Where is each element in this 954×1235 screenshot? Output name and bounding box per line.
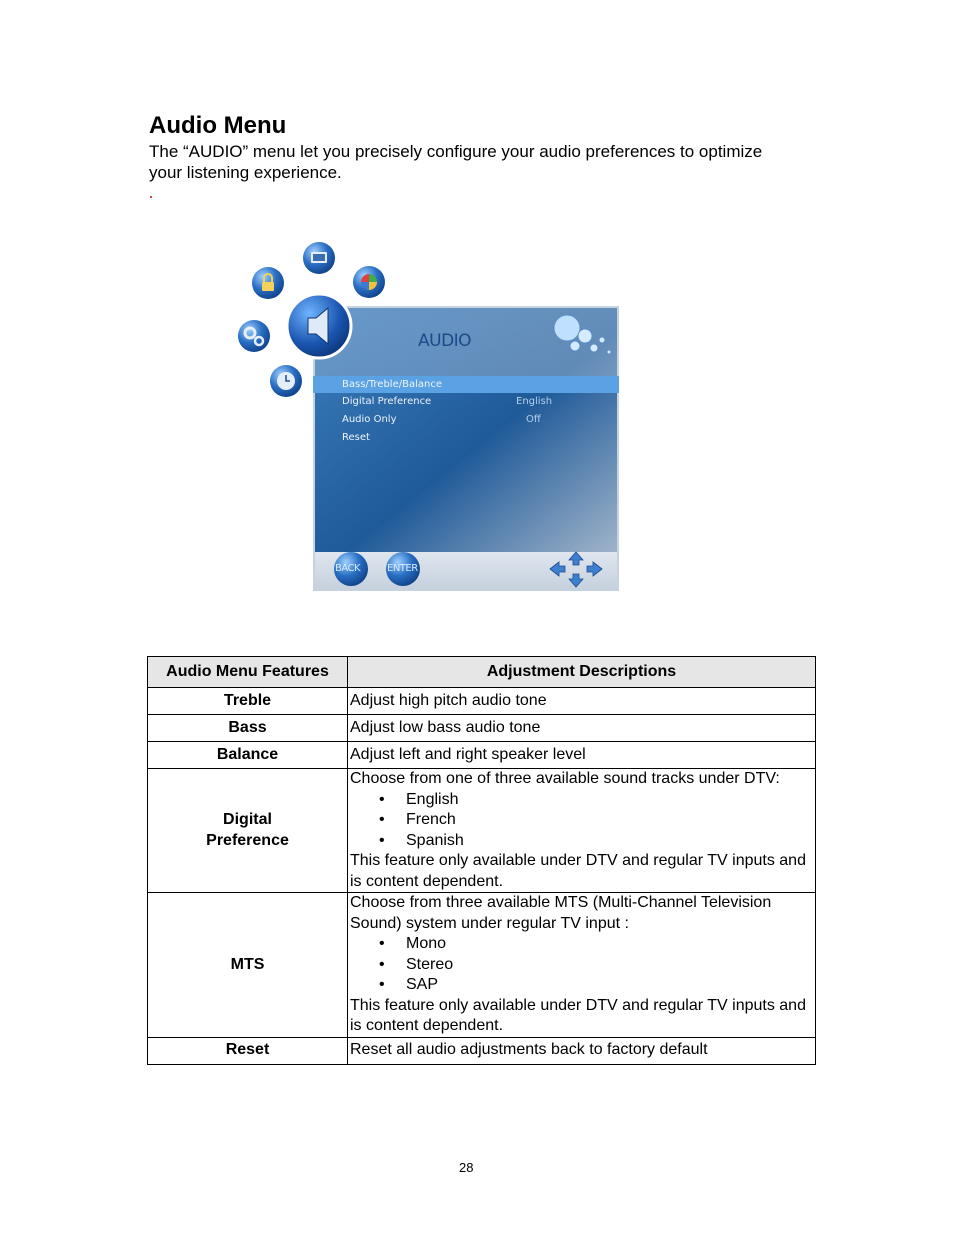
description-intro: Choose from three available MTS (Multi-Channel Television Sound) system under regular TV input : — [350, 894, 772, 932]
osd-item-bass-treble-balance[interactable]: Bass/Treble/Balance — [342, 379, 442, 390]
lock-icon — [252, 267, 284, 299]
feature-name-line: Digital — [223, 811, 272, 828]
audio-osd-screenshot — [230, 236, 630, 596]
clock-icon — [270, 365, 302, 397]
table-row — [148, 769, 816, 893]
feature-name: Reset — [148, 1037, 348, 1064]
feature-name: MTS — [148, 893, 348, 1038]
list-item: • Stereo — [406, 955, 813, 976]
list-item: • Spanish — [406, 831, 813, 852]
color-wheel-icon — [353, 266, 385, 298]
speaker-icon — [287, 294, 351, 358]
list-item: • English — [406, 790, 813, 811]
table-row — [148, 742, 816, 769]
osd-title: AUDIO — [418, 331, 472, 351]
osd-value-digital-preference: English — [516, 396, 553, 407]
feature-description: Adjust left and right speaker level — [348, 742, 816, 769]
description-note: This feature only available under DTV and regular TV inputs and is content dependent. — [350, 996, 806, 1034]
osd-enter-label: ENTER — [387, 563, 418, 574]
osd-value-audio-only: Off — [526, 414, 541, 425]
table-row — [148, 893, 816, 1038]
option-list — [350, 790, 813, 852]
stray-mark — [150, 196, 152, 198]
list-item: • French — [406, 810, 813, 831]
osd-item-reset[interactable]: Reset — [342, 432, 370, 443]
feature-description: Reset all audio adjustments back to factory default — [348, 1037, 816, 1064]
tv-icon — [303, 242, 335, 274]
feature-name — [148, 769, 348, 893]
feature-description — [348, 893, 816, 1038]
feature-description: Adjust high pitch audio tone — [348, 688, 816, 715]
column-header-descriptions: Adjustment Descriptions — [348, 657, 816, 688]
feature-description — [348, 769, 816, 893]
column-header-features: Audio Menu Features — [148, 657, 348, 688]
table-row — [148, 715, 816, 742]
list-item: • Mono — [406, 934, 813, 955]
osd-graphic — [230, 236, 630, 596]
page-number: 28 — [459, 1160, 474, 1175]
table-row — [148, 1037, 816, 1064]
feature-name: Bass — [148, 715, 348, 742]
option-list — [350, 934, 813, 996]
osd-item-audio-only[interactable]: Audio Only — [342, 414, 397, 425]
feature-name: Balance — [148, 742, 348, 769]
page-title: Audio Menu — [149, 112, 287, 139]
table-row — [148, 688, 816, 715]
description-intro: Choose from one of three available sound tracks under DTV: — [350, 770, 780, 787]
description-note: This feature only available under DTV and regular TV inputs and is content dependent. — [350, 852, 806, 890]
intro-paragraph: The “AUDIO” menu let you precisely configure your audio preferences to optimize your listening experience. — [149, 142, 763, 182]
audio-features-table — [147, 656, 816, 1065]
list-item: • SAP — [406, 975, 813, 996]
table-header-row — [148, 657, 816, 688]
gears-icon — [238, 320, 270, 352]
osd-back-label: BACK — [335, 563, 361, 574]
feature-name: Treble — [148, 688, 348, 715]
feature-name-line: Preference — [206, 831, 289, 849]
feature-description: Adjust low bass audio tone — [348, 715, 816, 742]
osd-item-digital-preference[interactable]: Digital Preference — [342, 396, 432, 407]
